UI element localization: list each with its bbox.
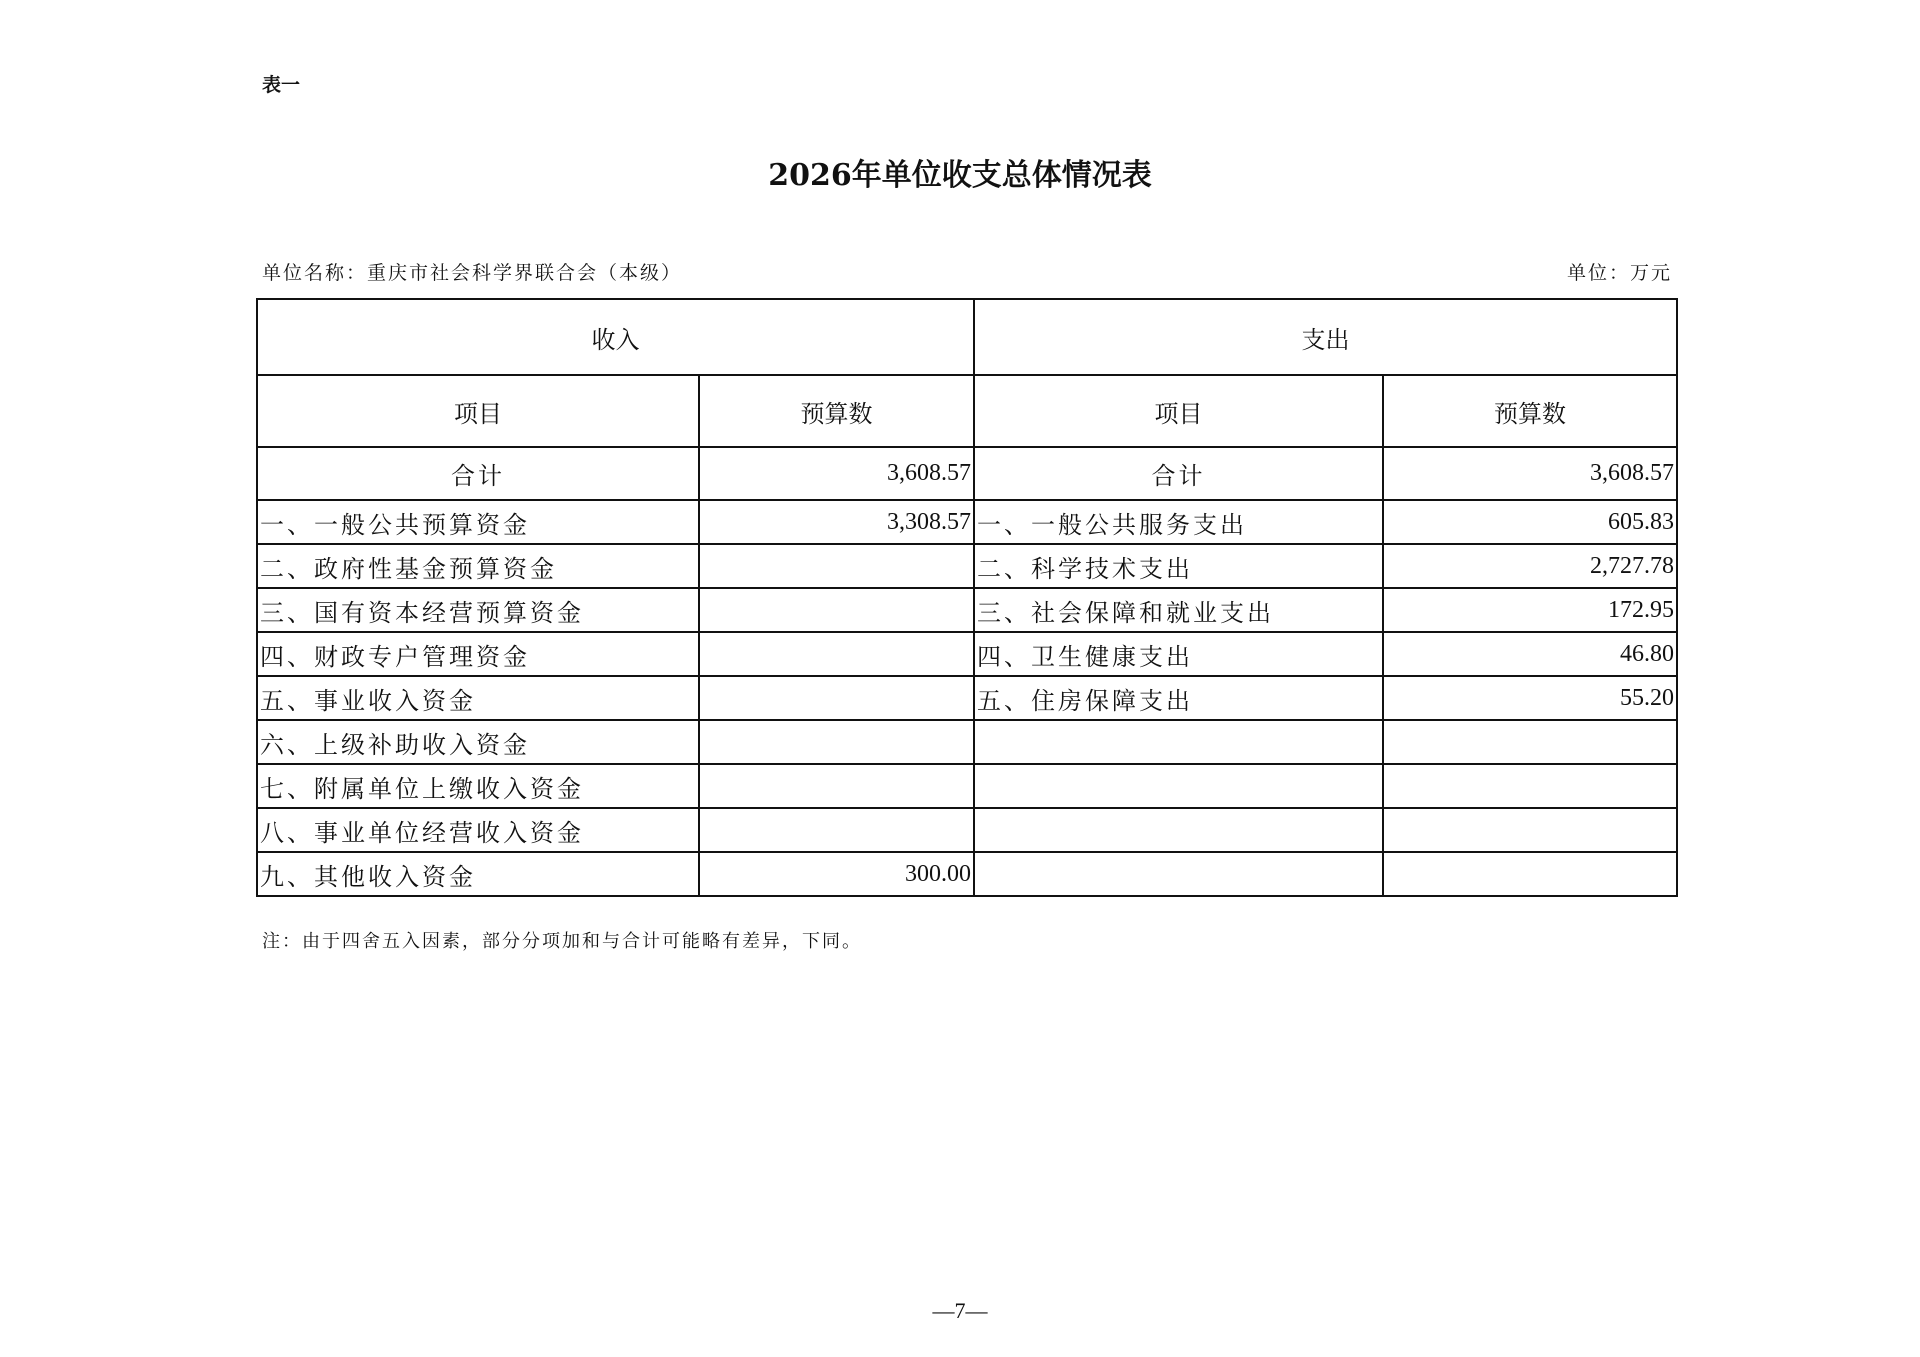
expense-value (1383, 764, 1677, 808)
page-title: 2026年单位收支总体情况表 (768, 158, 1152, 193)
income-item: 二、政府性基金预算资金 (257, 544, 699, 588)
section-header-row (257, 299, 1677, 375)
expense-value (1383, 720, 1677, 764)
income-item: 一、一般公共预算资金 (257, 500, 699, 544)
currency-unit: 单位：万元 (1566, 262, 1672, 284)
income-item: 五、事业收入资金 (257, 676, 699, 720)
income-value (699, 676, 974, 720)
table-row (257, 764, 1677, 808)
income-total-label: 合计 (257, 447, 699, 500)
budget-table (256, 298, 1678, 897)
table-row (257, 500, 1677, 544)
expense-header: 支出 (974, 299, 1677, 375)
expense-value: 46.80 (1383, 632, 1677, 676)
income-value (699, 764, 974, 808)
income-value (699, 588, 974, 632)
expense-item (974, 808, 1383, 852)
expense-total-value: 3,608.57 (1383, 447, 1677, 500)
table-row (257, 588, 1677, 632)
table-row (257, 676, 1677, 720)
income-budget-col-header: 预算数 (699, 375, 974, 447)
column-header-row (257, 375, 1677, 447)
expense-value: 172.95 (1383, 588, 1677, 632)
expense-item: 二、科学技术支出 (974, 544, 1383, 588)
total-row (257, 447, 1677, 500)
income-item: 六、上级补助收入资金 (257, 720, 699, 764)
expense-item: 一、一般公共服务支出 (974, 500, 1383, 544)
income-item-col-header: 项目 (257, 375, 699, 447)
unit-name: 单位名称：重庆市社会科学界联合会（本级） (262, 262, 683, 284)
income-header: 收入 (257, 299, 974, 375)
income-value (699, 632, 974, 676)
expense-value (1383, 852, 1677, 896)
table-row (257, 808, 1677, 852)
expense-budget-col-header: 预算数 (1383, 375, 1677, 447)
expense-item: 三、社会保障和就业支出 (974, 588, 1383, 632)
income-value (699, 720, 974, 764)
page-number: —7— (932, 1298, 988, 1323)
income-item: 八、事业单位经营收入资金 (257, 808, 699, 852)
expense-value: 2,727.78 (1383, 544, 1677, 588)
income-value: 3,308.57 (699, 500, 974, 544)
expense-total-label: 合计 (974, 447, 1383, 500)
expense-item (974, 720, 1383, 764)
expense-item: 四、卫生健康支出 (974, 632, 1383, 676)
expense-value: 605.83 (1383, 500, 1677, 544)
income-item: 七、附属单位上缴收入资金 (257, 764, 699, 808)
expense-value: 55.20 (1383, 676, 1677, 720)
expense-item (974, 764, 1383, 808)
expense-value (1383, 808, 1677, 852)
expense-item (974, 852, 1383, 896)
income-item: 三、国有资本经营预算资金 (257, 588, 699, 632)
table-row (257, 852, 1677, 896)
table-row (257, 632, 1677, 676)
income-item: 四、财政专户管理资金 (257, 632, 699, 676)
table-label: 表一 (262, 74, 301, 96)
income-value (699, 544, 974, 588)
table-row (257, 720, 1677, 764)
income-item: 九、其他收入资金 (257, 852, 699, 896)
income-total-value: 3,608.57 (699, 447, 974, 500)
income-value: 300.00 (699, 852, 974, 896)
table-row (257, 544, 1677, 588)
footnote: 注：由于四舍五入因素，部分分项加和与合计可能略有差异，下同。 (262, 931, 862, 952)
expense-item-col-header: 项目 (974, 375, 1383, 447)
expense-item: 五、住房保障支出 (974, 676, 1383, 720)
income-value (699, 808, 974, 852)
